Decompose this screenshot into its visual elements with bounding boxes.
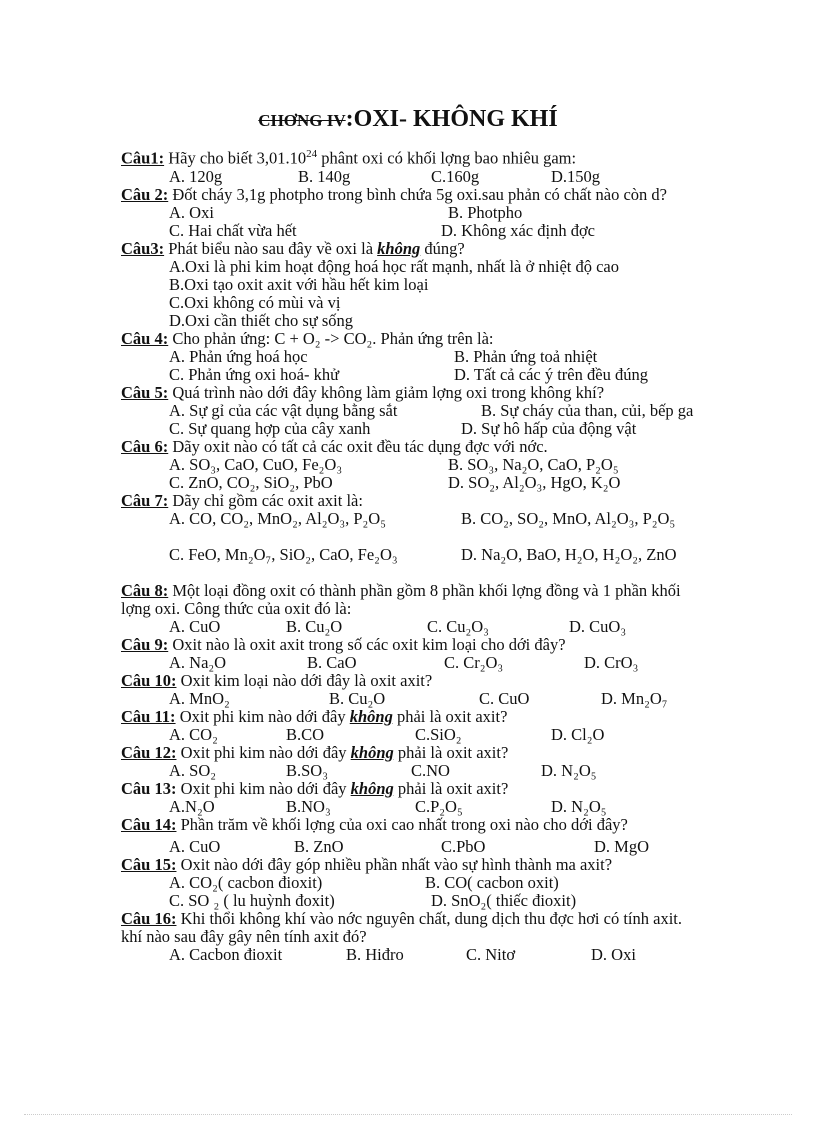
option-d: D. Không xác định đợc (441, 220, 595, 240)
question-text: phải là oxit axit? (393, 742, 509, 762)
option-a: A. CuO (169, 836, 221, 856)
option-d: D. Cl₂O (551, 724, 605, 744)
option-c: C. Sự quang hợp của cây xanh (169, 418, 371, 438)
option-d: D. Oxi (591, 944, 636, 964)
option-c: C.PbO (441, 836, 486, 856)
question-2 (121, 186, 701, 204)
option-d: D. MgO (594, 836, 650, 856)
option-d: D.Oxi cần thiết cho sự sống (169, 310, 353, 330)
question-label: Câu 8: (121, 580, 169, 600)
question-13 (121, 780, 701, 798)
option-c: C. Phản ứng oxi hoá- khử (169, 364, 340, 384)
question-list (121, 145, 701, 964)
options-row (121, 892, 701, 910)
option-b: B. Phản ứng toả nhiệt (454, 346, 598, 366)
options-row (121, 366, 701, 384)
option-b: B. ZnO (294, 836, 344, 856)
options-row (121, 510, 701, 546)
options-row (121, 420, 701, 438)
question-text: Hãy cho biết 3,01.10 (164, 148, 307, 168)
page-title (0, 106, 816, 133)
question-label: Câu 5: (121, 382, 169, 402)
question-emphasis: không (377, 238, 421, 258)
option-c: C. FeO, Mn₂O₇, SiO₂, CaO, Fe₂O₃ (169, 544, 398, 564)
options-row (121, 838, 701, 856)
option-b: B.NO₃ (286, 796, 331, 816)
option-b: B. CaO (307, 652, 357, 672)
option-a: A. MnO₂ (169, 688, 230, 708)
title-main: :OXI- KHÔNG KHÍ (345, 106, 558, 132)
options-row (121, 168, 701, 186)
question-label: Câu 7: (121, 490, 169, 510)
question-text: phânt oxi có khối lợng bao nhiêu gam: (317, 148, 577, 168)
options-row (121, 726, 701, 744)
option-a: A. Phản ứng hoá học (169, 346, 308, 366)
option-a: A.Oxi là phi kim hoạt động hoá học rất mạnh, nhất là ở nhiệt độ cao (169, 256, 619, 276)
option-d: D. Na₂O, BaO, H₂O, H₂O₂, ZnO (461, 544, 677, 564)
option-c: C. Cr₂O₃ (444, 652, 504, 672)
options-row (121, 946, 701, 964)
option-a: A. CuO (169, 616, 221, 636)
option-c: C. Nitơ (466, 944, 516, 964)
option-b: B. Cu₂O (286, 616, 343, 636)
option-a: A. Na₂O (169, 652, 227, 672)
options-row (121, 618, 701, 636)
option-b: B.Oxi tạo oxit axit với hầu hết kim loại (169, 274, 429, 294)
option-c: C.SiO₂ (415, 724, 462, 744)
question-text: đúng? (420, 238, 465, 258)
option-b: B.CO (286, 724, 325, 744)
question-text: Dãy chỉ gồm các oxit axit là: (168, 490, 363, 510)
option-b: B. Photpho (448, 202, 523, 222)
option-d: D. N₂O₅ (541, 760, 597, 780)
option-a: A. Sự gỉ của các vật dụng bằng sắt (169, 400, 398, 420)
options-row (121, 456, 701, 474)
option-c: C.P₂O₅ (415, 796, 463, 816)
option-a: A. CO₂( cacbon đioxit) (169, 872, 323, 892)
question-text: Dãy oxit nào có tất cả các oxit đều tác dụng đợc với nớc. (168, 436, 548, 456)
question-text: Phần trăm về khối lợng của oxi cao nhất trong oxi nào cho dới đây? (176, 814, 628, 834)
options-row (121, 874, 701, 892)
question-9 (121, 636, 701, 654)
options-row (121, 690, 701, 708)
option-b: B. SO₃, Na₂O, CaO, P₂O₅ (448, 454, 619, 474)
question-7 (121, 492, 701, 510)
question-14 (121, 816, 701, 834)
option-a: A. SO₂ (169, 760, 217, 780)
question-text: Oxit phi kim nào dới đây (176, 742, 351, 762)
question-label: Câu 13: (121, 778, 177, 798)
options-row (121, 204, 701, 222)
option-a: A. CO, CO₂, MnO₂, Al₂O₃, P₂O₅ (169, 508, 386, 528)
option-d: D. CuO₃ (569, 616, 627, 636)
title-strike: CHƠNG IV (258, 111, 346, 130)
question-label: Câu3: (121, 238, 165, 258)
option-b: B. Cu₂O (329, 688, 386, 708)
option-c: C. ZnO, CO₂, SiO₂, PbO (169, 472, 333, 492)
question-label: Câu 15: (121, 854, 177, 874)
page-bottom-dotted-line (24, 1114, 792, 1115)
question-text: Oxit phi kim nào dới đây (176, 778, 351, 798)
question-label: Câu 9: (121, 634, 169, 654)
question-text: Khi thổi không khí vào nớc nguyên chất, dung dịch thu đợc hơi có tính axit. khí nào sau đây gây nên tính axit đó? (121, 908, 682, 946)
question-sup: 24 (306, 148, 318, 160)
option-d: D. Sự hô hấp của động vật (461, 418, 637, 438)
question-emphasis: không (350, 778, 394, 798)
question-1 (121, 145, 701, 168)
question-label: Câu 16: (121, 908, 177, 928)
option-d: D.150g (551, 166, 601, 186)
option-c: C. Hai chất vừa hết (169, 220, 297, 240)
question-emphasis: không (349, 706, 393, 726)
option-a: A. SO₃, CaO, CuO, Fe₂O₃ (169, 454, 343, 474)
options-row (121, 474, 701, 492)
option-b: B. Sự cháy của than, củi, bếp ga (481, 400, 694, 420)
question-text: phải là oxit axit? (393, 778, 509, 798)
option-d: D. CrO₃ (584, 652, 639, 672)
question-label: Câu1: (121, 148, 165, 168)
question-4 (121, 330, 701, 348)
option-c: C. Cu₂O₃ (427, 616, 489, 636)
options-row (121, 546, 701, 582)
option-c: C. SO ₂ ( lu huỳnh đoxit) (169, 890, 335, 910)
options-row (121, 402, 701, 420)
option-d: D. SnO₂( thiếc đioxit) (431, 890, 577, 910)
option-b: B. 140g (298, 166, 351, 186)
option-d: D. N₂O₅ (551, 796, 607, 816)
option-a: A. Cacbon đioxit (169, 944, 283, 964)
option-a: A.N₂O (169, 796, 215, 816)
option-a: A. Oxi (169, 202, 214, 222)
question-6 (121, 438, 701, 456)
question-3 (121, 240, 701, 258)
option-b: B.SO₃ (286, 760, 328, 780)
question-emphasis: không (350, 742, 394, 762)
option-b: B. CO₂, SO₂, MnO, Al₂O₃, P₂O₅ (461, 508, 676, 528)
question-text: Oxit phi kim nào dới đây (175, 706, 350, 726)
question-text: Một loại đồng oxit có thành phần gồm 8 phần khối lợng đồng và 1 phần khối lợng oxi. Công thức của oxit đó là: (121, 580, 681, 618)
option-b: B. Hiđro (346, 944, 404, 964)
question-text: Oxit nào là oxit axit trong số các oxit kim loại cho dới đây? (168, 634, 566, 654)
question-16 (121, 910, 701, 946)
question-label: Câu 14: (121, 814, 177, 834)
question-10 (121, 672, 701, 690)
option-c: C. CuO (479, 688, 530, 708)
option-a: A. 120g (169, 166, 223, 186)
options-row (121, 222, 701, 240)
question-5 (121, 384, 701, 402)
question-label: Câu 11: (121, 706, 176, 726)
question-label: Câu 12: (121, 742, 177, 762)
option-c: C.Oxi không có mùi và vị (169, 292, 341, 312)
option-b: B. CO( cacbon oxit) (425, 872, 559, 892)
question-text: Cho phản ứng: C + O₂ -> CO₂. Phản ứng trên là: (168, 328, 494, 348)
question-text: Oxit nào dới đây góp nhiều phần nhất vào sự hình thành ma axit? (176, 854, 613, 874)
question-12 (121, 744, 701, 762)
option-a: A. CO₂ (169, 724, 218, 744)
question-15 (121, 856, 701, 874)
question-text: Oxit kim loại nào dới đây là oxit axit? (176, 670, 433, 690)
options-row (121, 654, 701, 672)
option-c: C.160g (431, 166, 480, 186)
option-c: C.NO (411, 760, 450, 780)
question-text: Phát biểu nào sau đây về oxi là (164, 238, 378, 258)
question-label: Câu 6: (121, 436, 169, 456)
question-label: Câu 10: (121, 670, 177, 690)
question-label: Câu 2: (121, 184, 169, 204)
options-row (121, 798, 701, 816)
question-label: Câu 4: (121, 328, 169, 348)
option-d: D. Tất cả các ý trên đều đúng (454, 364, 648, 384)
question-11 (121, 708, 701, 726)
option-d: D. SO₂, Al₂O₃, HgO, K₂O (448, 472, 621, 492)
question-8 (121, 582, 701, 618)
question-text: Quá trình nào dới đây không làm giảm lợng oxi trong không khí? (168, 382, 605, 402)
option-d: D. Mn₂O₇ (601, 688, 668, 708)
question-text: phải là oxit axit? (392, 706, 508, 726)
options-row (121, 348, 701, 366)
question-text: Đốt cháy 3,1g photpho trong bình chứa 5g oxi.sau phản có chất nào còn d? (168, 184, 668, 204)
options-row (121, 762, 701, 780)
